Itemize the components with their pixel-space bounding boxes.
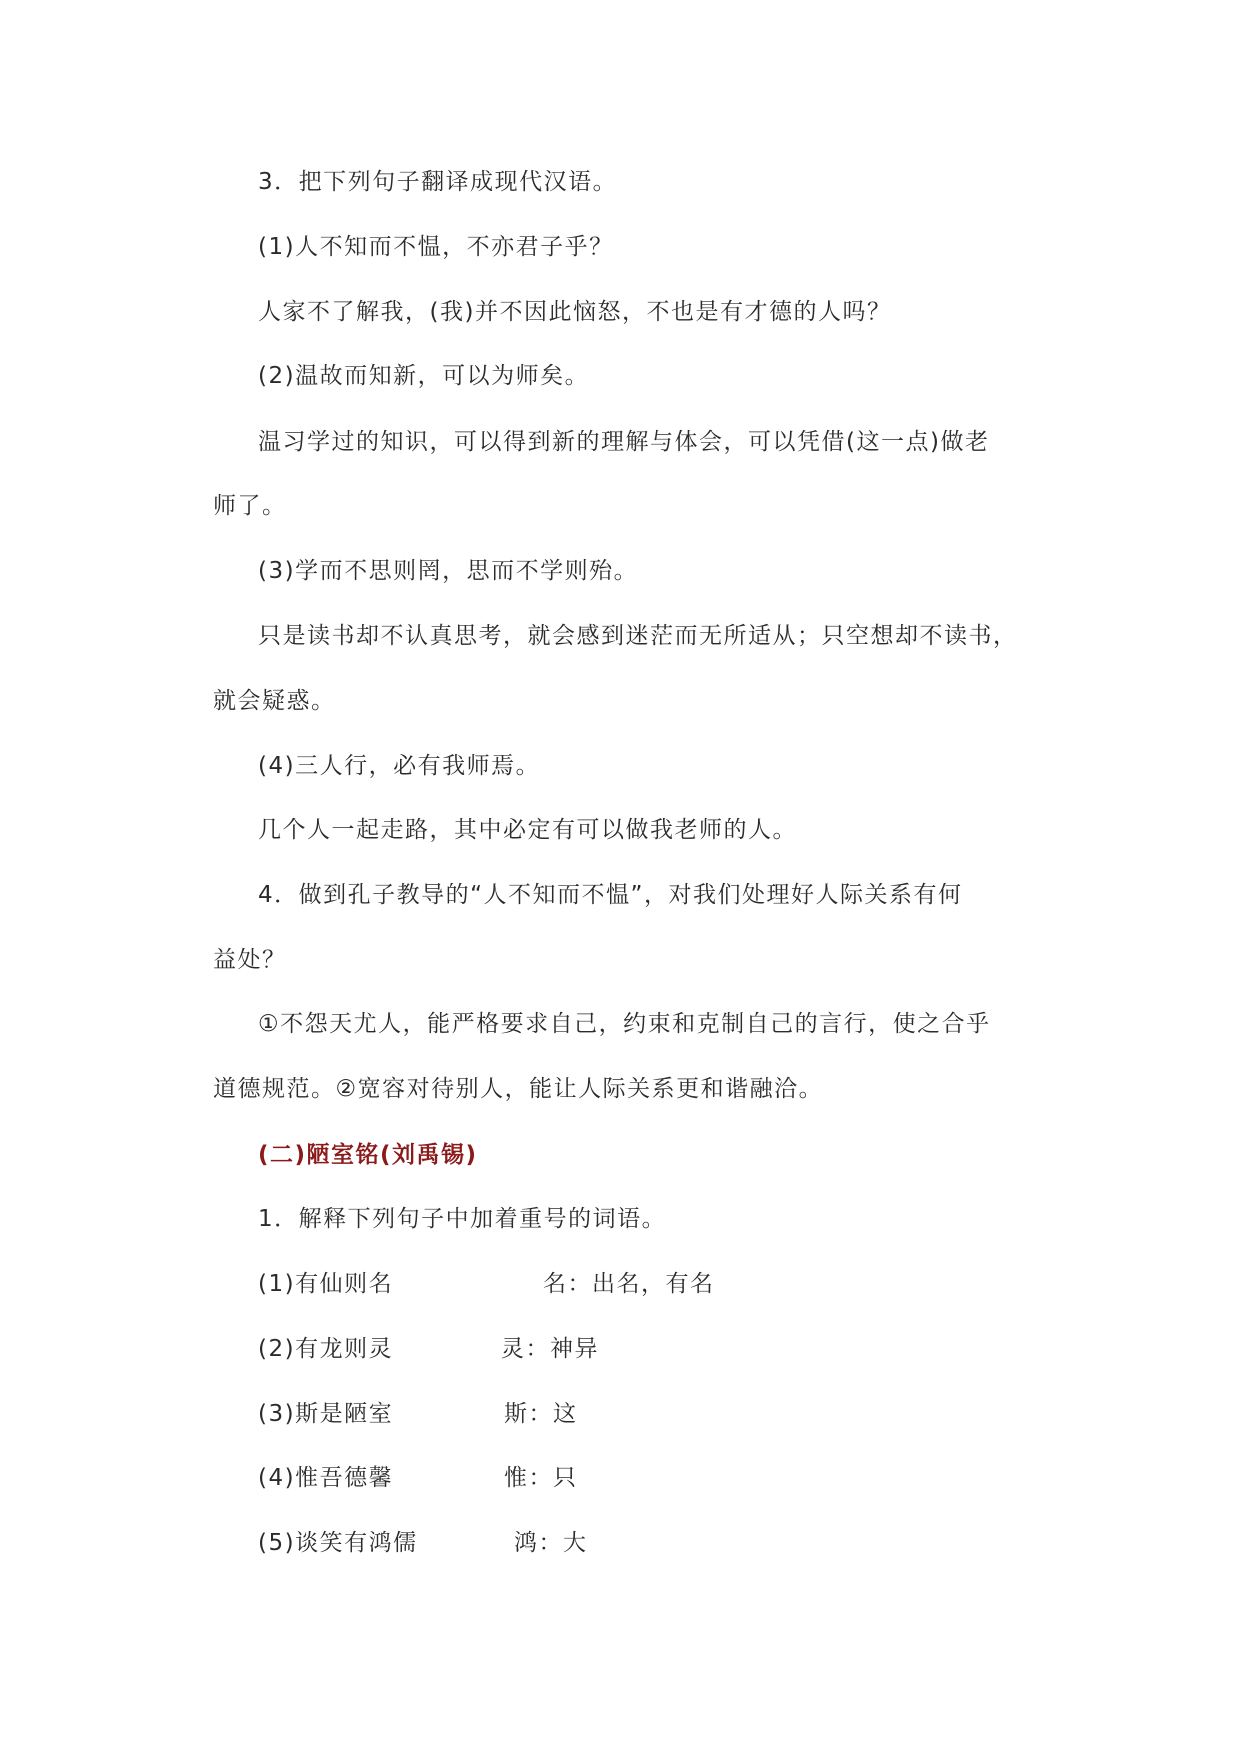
- vocab-item-1-sentence: (1)有仙则名: [258, 1271, 394, 1297]
- vocab-item-5-sentence: (5)谈笑有鸿儒: [258, 1530, 418, 1556]
- vocab-item-5-definition: 鸿：大: [514, 1530, 588, 1556]
- question-4-answer-line2: 道德规范。②宽容对待别人，能让人际关系更和谐融洽。: [213, 1076, 824, 1102]
- vocab-item-3-sentence: (3)斯是陋室: [258, 1401, 394, 1427]
- question-3-prompt: 3．把下列句子翻译成现代汉语。: [258, 169, 618, 195]
- q3-item-2-translation-line1: 温习学过的知识，可以得到新的理解与体会，可以凭借(这一点)做老: [258, 429, 990, 455]
- vocab-item-1-definition: 名：出名，有名: [543, 1271, 715, 1297]
- section-heading-loushiming: (二)陋室铭(刘禹锡): [258, 1142, 478, 1168]
- vocab-item-3-definition: 斯：这: [504, 1401, 578, 1427]
- q3-item-4-original: (4)三人行，必有我师焉。: [258, 753, 541, 779]
- q3-item-4-translation: 几个人一起走路，其中必定有可以做我老师的人。: [258, 817, 797, 843]
- q3-item-3-translation-line1: 只是读书却不认真思考，就会感到迷茫而无所适从；只空想却不读书，: [258, 623, 1018, 649]
- q3-item-3-translation-line2: 就会疑惑。: [213, 688, 336, 714]
- vocab-item-2: [258, 1334, 599, 1364]
- q3-item-1-original: (1)人不知而不愠，不亦君子乎？: [258, 234, 614, 260]
- vocab-item-2-sentence: (2)有龙则灵: [258, 1336, 394, 1362]
- q3-item-2-original: (2)温故而知新，可以为师矣。: [258, 363, 590, 389]
- question-4-answer-line1: ①不怨天尤人，能严格要求自己，约束和克制自己的言行，使之合乎: [258, 1011, 991, 1037]
- vocab-item-4-sentence: (4)惟吾德馨: [258, 1465, 394, 1491]
- vocab-item-4: [258, 1463, 578, 1493]
- vocab-item-2-definition: 灵：神异: [501, 1336, 599, 1362]
- question-4-prompt-line2: 益处？: [213, 947, 287, 973]
- vocab-item-4-definition: 惟：只: [504, 1465, 578, 1491]
- q3-item-2-translation-line2: 师了。: [213, 493, 287, 519]
- vocab-item-3: [258, 1399, 578, 1429]
- question-4-prompt-line1: 4．做到孔子教导的“人不知而不愠”，对我们处理好人际关系有何: [258, 882, 963, 908]
- q3-item-3-original: (3)学而不思则罔，思而不学则殆。: [258, 558, 639, 584]
- loushiming-q1-prompt: 1．解释下列句子中加着重号的词语。: [258, 1206, 667, 1232]
- q3-item-1-translation: 人家不了解我，(我)并不因此恼怒，不也是有才德的人吗？: [258, 299, 892, 325]
- vocab-item-5: [258, 1528, 588, 1558]
- vocab-item-1: [258, 1269, 715, 1299]
